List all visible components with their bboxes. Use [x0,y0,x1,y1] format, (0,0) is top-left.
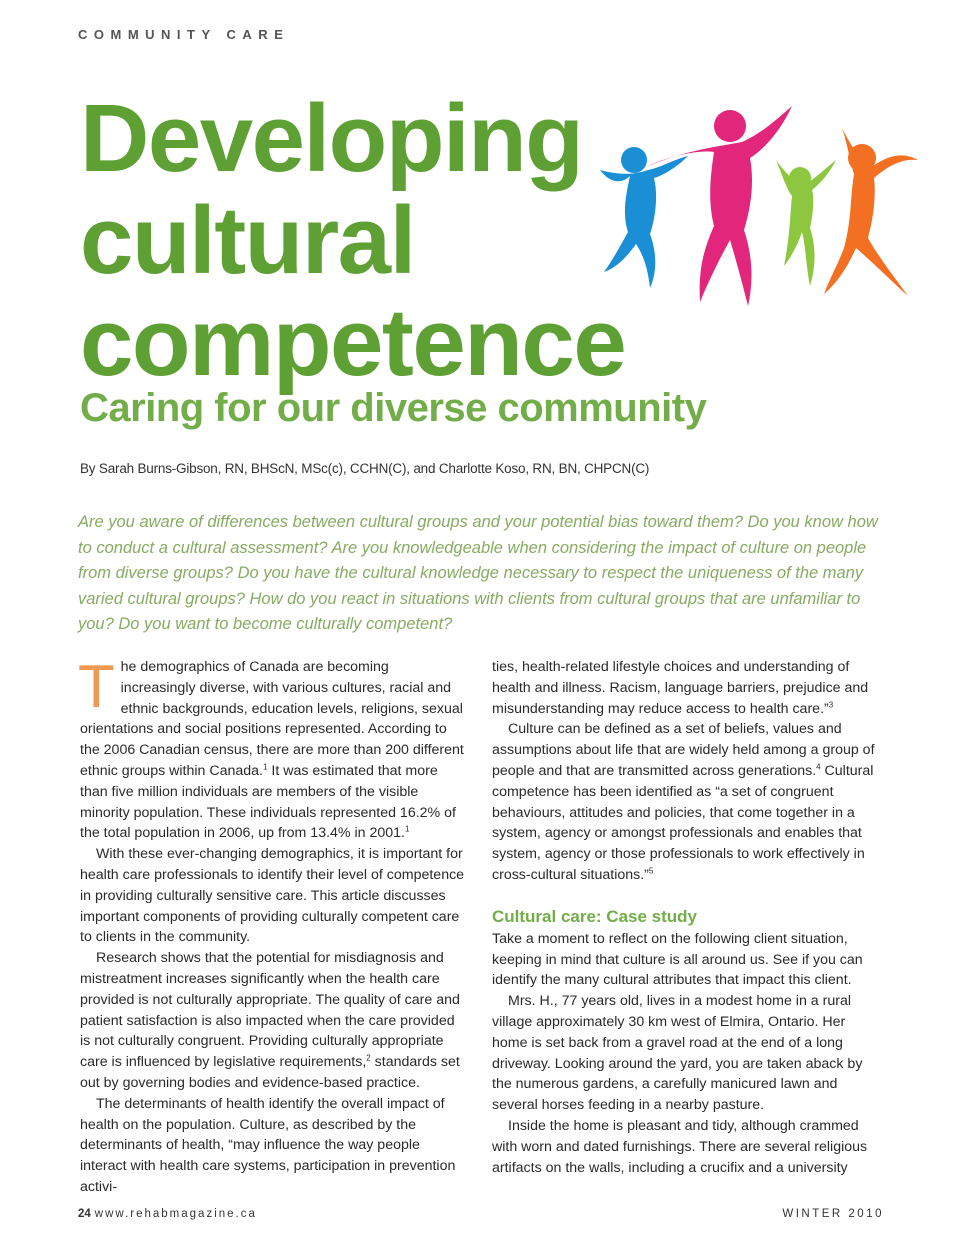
drop-cap: T [78,653,115,720]
paragraph: With these ever-changing demographics, it is important for health care professionals to identify their level of competence in providing culturally sensitive care. This article discusses important components of providing culturally competent care to clients in the community. [80,846,465,946]
website-link[interactable]: www.rehabmagazine.ca [94,1208,257,1220]
paragraph: Inside the home is pleasant and tidy, although crammed with worn and dated furnishings. There are several religious artifacts on the walls, including a crucifix and a university [492,1117,868,1176]
lede: Are you aware of differences between cultural groups and your potential bias toward them? Do you know how to conduct a cultural assessment? Are you knowledgeable when considering the impact of culture on people from diverse groups? Do you have the cultural knowledge necessary to respect the uniqueness of the many varied cultural groups? How do you react in situations with clients from cultural groups that are unfamiliar to you? Do you want to become culturally competent? [78,513,878,634]
left-column [78,653,466,1198]
footnote-ref: 5 [648,866,654,876]
article-title [80,85,680,396]
title-line: competence [80,289,626,396]
text-run: It was estimated that more than five million individuals are members of the visible minority population. These individuals represented 16.2% of the total population in 2006, up from 13.4% in 2001. [80,762,456,842]
text-run: Culture can be defined as a set of beliefs, values and assumptions about life that are widely held among a group of people and that are transmitted across generations. [492,721,875,779]
paragraph: Take a moment to reflect on the following client situation, keeping in mind that culture is all around us. See if you can identify the many cultural attributes that impact this client. [492,930,863,989]
page-number: 24 [78,1208,91,1220]
text-run: Cultural competence has been identified as “a set of congruent behaviours, attitudes and policies, that come together in a system, agency or amongst professionals and enables that system, agency or those professionals to work effectively in cross-cultural situations.” [492,762,874,883]
footnote-ref: 4 [816,762,821,772]
orange-figure [824,128,918,296]
paragraph [492,719,878,885]
paragraph [492,657,878,719]
footnote-ref: 2 [366,1053,371,1063]
paragraph [78,653,466,844]
dancing-figures-illustration [592,98,937,308]
pink-figure [644,106,792,306]
footnote-ref: 3 [828,699,834,709]
section-label: COMMUNITY CARE [78,27,290,42]
text-run: Research shows that the potential for misdiagnosis and mistreatment increases significantly when the health care provided is not culturally appropriate. The quality of care and patient satisfaction is also impacted when the care provided is not culturally congruent. Providing culturally appropriate care is influenced by legislative requirements, [80,950,460,1071]
footnote-ref: 1 [262,762,268,772]
text-run: ties, health-related lifestyle choices and understanding of health and illness. Racism, language barriers, prejudice and misunderstanding may reduce access to health care.” [492,659,869,717]
text-run: he demographics of Canada are becoming increasingly diverse, with various cultures, racial and ethnic backgrounds, education levels, religions, sexual orientations and social positions represented. According to the 2006 Canadian census, there are more than 200 different ethnic groups within Canada. [80,659,464,779]
issue-label: WINTER 2010 [782,1208,884,1220]
footnote-ref: 1 [404,824,410,834]
section-heading: Cultural care: Case study [492,906,698,926]
paragraph: Mrs. H., 77 years old, lives in a modest home in a rural village approximately 30 km west of Elmira, Ontario. Her home is set back from a gravel road at the end of a long driveway. Looking around the yard, you are taken aback by the numerous gardens, a carefully manicured lawn and several horses feeding in a nearby pasture. [492,993,863,1114]
title-line: Developing [80,85,583,192]
green-figure [776,160,836,286]
right-column [492,657,878,1178]
byline: By Sarah Burns-Gibson, RN, BHScN, MSc(c), CCHN(C), and Charlotte Koso, RN, BN, CHPCN(C) [80,461,650,476]
title-line: cultural [80,187,415,294]
blue-figure [600,147,688,288]
paragraph: The determinants of health identify the overall impact of health on the population. Culture, as described by the determinants of health, “may influence the way people interact with health care systems, participation in prevention activi- [80,1095,456,1195]
text-run: standards set out by governing bodies and evidence-based practice. [80,1054,460,1091]
paragraph [80,948,466,1094]
footer-left [78,1208,257,1220]
article-subtitle: Caring for our diverse community [80,386,707,430]
